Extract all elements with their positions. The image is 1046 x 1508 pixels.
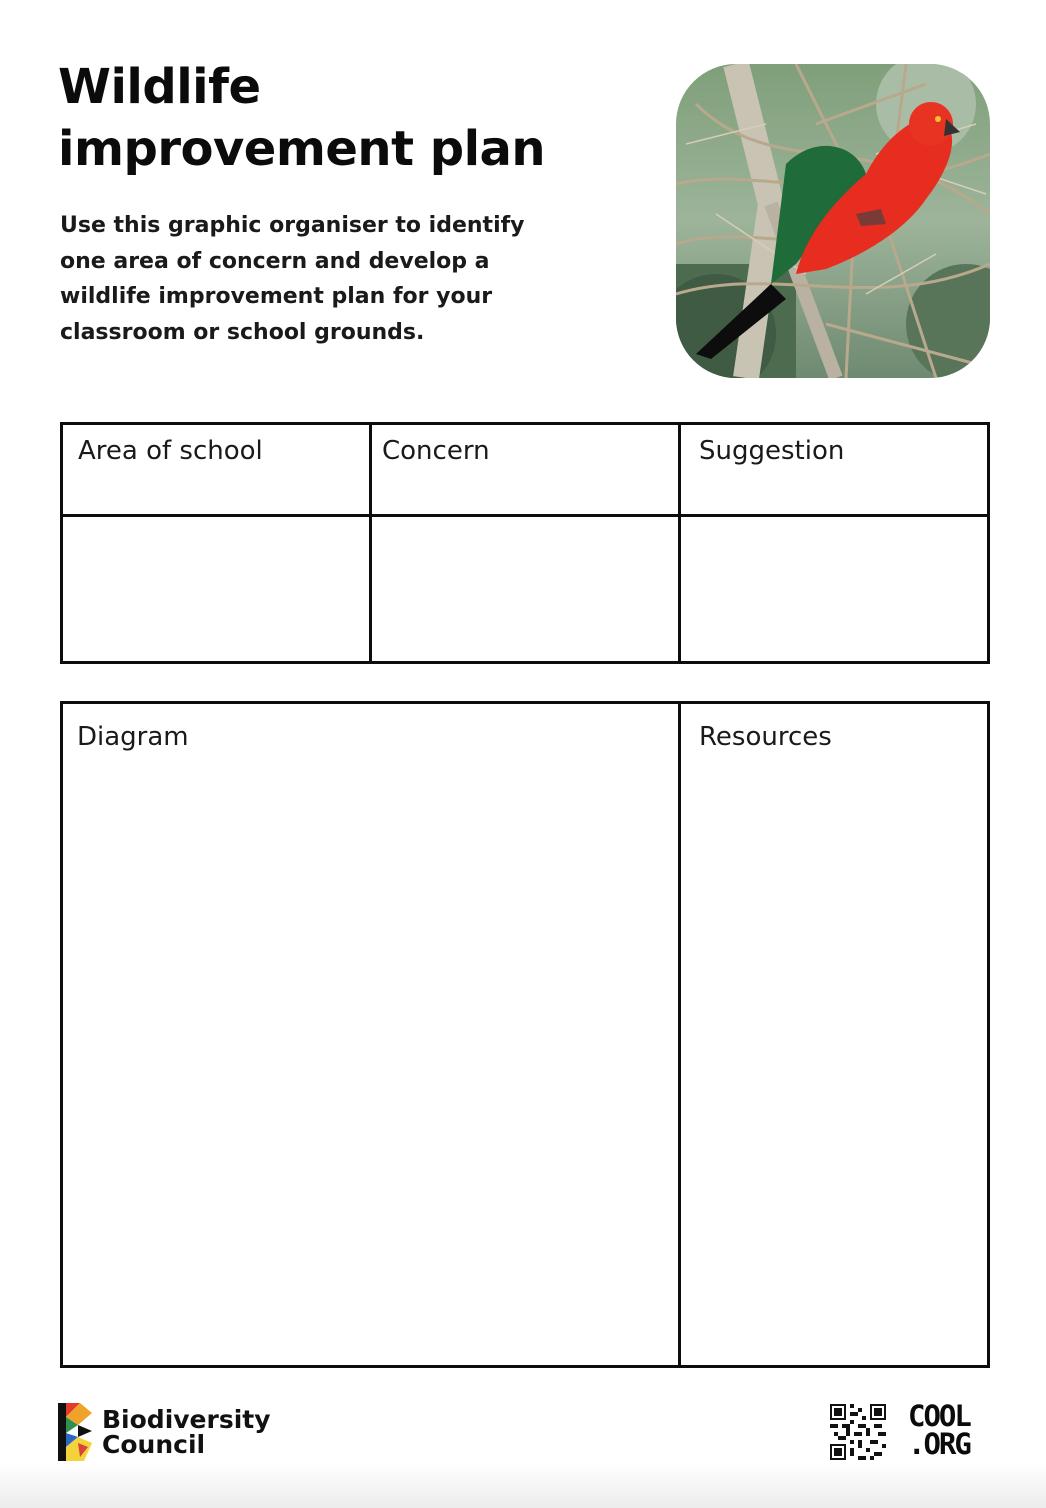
suggestion-entry-cell[interactable] <box>681 517 987 661</box>
header-cell-concern <box>372 425 678 514</box>
concern-entry-cell[interactable] <box>372 517 678 661</box>
resources-cell[interactable] <box>681 704 987 1365</box>
biodiversity-council-mark-icon <box>58 1403 94 1461</box>
biodiversity-council-logo <box>58 1403 278 1463</box>
intro-line: Use this graphic organiser to identify <box>60 213 525 238</box>
qr-code-icon[interactable] <box>830 1404 886 1460</box>
intro-line: wildlife improvement plan for your <box>60 284 493 309</box>
biodiversity-council-wordmark <box>102 1407 271 1457</box>
intro-line: classroom or school grounds. <box>60 319 425 345</box>
king-parrot-photo <box>676 64 990 378</box>
title-line-2: improvement plan <box>58 121 546 177</box>
plan-table <box>60 422 990 664</box>
area-of-school-entry-cell[interactable] <box>63 517 369 661</box>
title-line-1: Wildlife <box>58 59 261 115</box>
intro-line: one area of concern and develop a <box>60 248 490 274</box>
header-cell-area <box>63 425 369 514</box>
diagram-resources-table <box>60 701 990 1368</box>
logo-line-1: Biodiversity <box>102 1405 271 1434</box>
column-header-area-of-school: Area of school <box>78 436 263 466</box>
parrot-illustration <box>676 64 990 378</box>
cool-org-logo <box>908 1399 992 1461</box>
column-header-concern: Concern <box>382 436 490 466</box>
header-cell-suggestion <box>681 425 987 514</box>
column-header-suggestion: Suggestion <box>699 436 845 466</box>
resources-label: Resources <box>699 722 832 752</box>
cool-logo-line-1: COOL <box>908 1399 970 1433</box>
logo-line-2: Council <box>102 1430 206 1459</box>
intro-text <box>60 208 560 350</box>
diagram-cell[interactable] <box>63 704 678 1365</box>
page-title <box>58 56 578 180</box>
diagram-label: Diagram <box>77 722 189 752</box>
cool-logo-line-2: .ORG <box>908 1427 970 1461</box>
